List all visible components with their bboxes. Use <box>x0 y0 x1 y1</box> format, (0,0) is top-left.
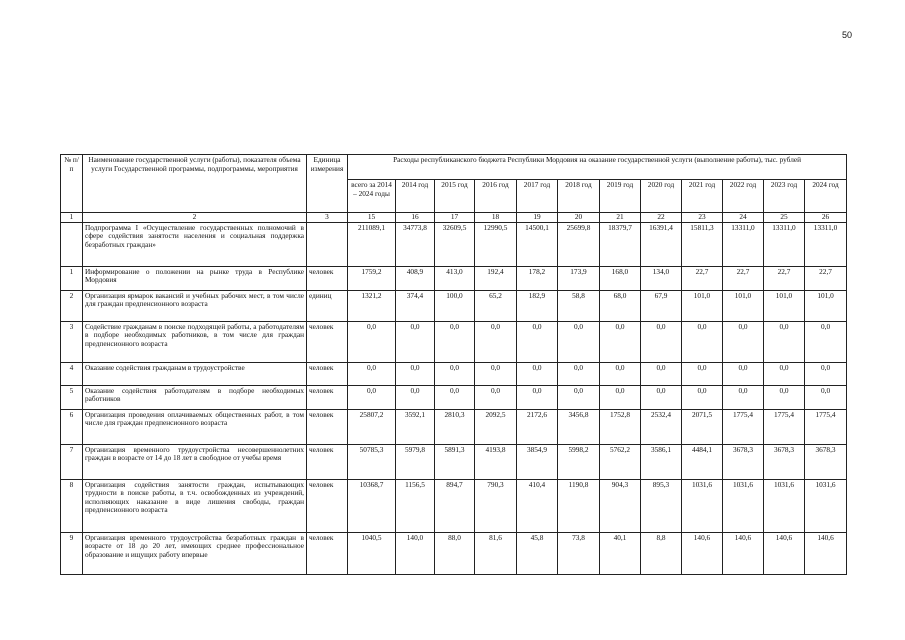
row-year-value: 0,0 <box>435 321 475 362</box>
row-year-value: 0,0 <box>805 385 847 409</box>
header-year: 2015 год <box>435 180 475 213</box>
column-number: 23 <box>682 213 723 223</box>
row-year-value: 101,0 <box>764 290 805 321</box>
row-year-value: 101,0 <box>682 290 723 321</box>
row-year-value: 0,0 <box>723 362 764 385</box>
row-year-value: 3678,3 <box>805 444 847 479</box>
row-total-value: 10368,7 <box>348 479 396 532</box>
row-year-value: 0,0 <box>764 362 805 385</box>
row-year-value: 0,0 <box>805 362 847 385</box>
column-number: 16 <box>396 213 435 223</box>
row-year-value: 2071,5 <box>682 409 723 444</box>
row-year-value: 790,3 <box>475 479 517 532</box>
header-year: 2024 год <box>805 180 847 213</box>
row-total-value: 0,0 <box>348 321 396 362</box>
table-row <box>61 222 847 266</box>
row-unit: человек <box>307 385 348 409</box>
row-name: Организация проведения оплачиваемых общественных работ, в том числе для граждан предпенсионного возраста <box>83 409 307 444</box>
table-row <box>61 321 847 362</box>
row-total-value: 25807,2 <box>348 409 396 444</box>
column-number: 25 <box>764 213 805 223</box>
row-year-value: 0,0 <box>396 321 435 362</box>
row-year-value: 0,0 <box>517 362 558 385</box>
budget-table <box>60 154 847 575</box>
row-year-value: 1031,6 <box>764 479 805 532</box>
row-year-value: 101,0 <box>723 290 764 321</box>
row-number: 7 <box>61 444 83 479</box>
row-unit: человек <box>307 479 348 532</box>
row-year-value: 0,0 <box>558 385 600 409</box>
row-year-value: 374,4 <box>396 290 435 321</box>
row-year-value: 0,0 <box>641 362 682 385</box>
row-year-value: 0,0 <box>682 321 723 362</box>
row-year-value: 0,0 <box>600 385 641 409</box>
row-year-value: 5891,3 <box>435 444 475 479</box>
header-year: 2019 год <box>600 180 641 213</box>
row-year-value: 0,0 <box>805 321 847 362</box>
row-year-value: 894,7 <box>435 479 475 532</box>
column-number: 24 <box>723 213 764 223</box>
row-year-value: 68,0 <box>600 290 641 321</box>
column-number: 18 <box>475 213 517 223</box>
table-row <box>61 444 847 479</box>
header-budget: Расходы республиканского бюджета Республики Мордовия на оказание государственной услуги (выполнение работы), тыс. рублей <box>348 155 847 180</box>
row-year-value: 22,7 <box>723 266 764 290</box>
row-year-value: 0,0 <box>517 385 558 409</box>
row-total-value: 0,0 <box>348 385 396 409</box>
row-year-value: 0,0 <box>558 362 600 385</box>
row-unit: человек <box>307 321 348 362</box>
row-year-value: 4484,1 <box>682 444 723 479</box>
row-year-value: 13311,0 <box>805 222 847 266</box>
column-number: 3 <box>307 213 348 223</box>
row-year-value: 140,0 <box>396 532 435 574</box>
row-year-value: 0,0 <box>558 321 600 362</box>
row-unit: человек <box>307 266 348 290</box>
header-year: 2022 год <box>723 180 764 213</box>
row-year-value: 58,8 <box>558 290 600 321</box>
column-number: 22 <box>641 213 682 223</box>
row-unit: единиц <box>307 290 348 321</box>
row-year-value: 5998,2 <box>558 444 600 479</box>
row-number: 3 <box>61 321 83 362</box>
row-year-value: 8,8 <box>641 532 682 574</box>
row-total-value: 211089,1 <box>348 222 396 266</box>
row-total-value: 1321,2 <box>348 290 396 321</box>
row-year-value: 0,0 <box>475 362 517 385</box>
row-year-value: 2810,3 <box>435 409 475 444</box>
row-year-value: 0,0 <box>475 385 517 409</box>
row-year-value: 0,0 <box>435 362 475 385</box>
row-total-value: 1040,5 <box>348 532 396 574</box>
row-year-value: 0,0 <box>764 385 805 409</box>
column-number: 2 <box>83 213 307 223</box>
row-year-value: 22,7 <box>764 266 805 290</box>
row-name: Содействие гражданам в поиске подходящей работы, а работодателям в подборе необходимых работников, в том числе для граждан предпенсионного возраста <box>83 321 307 362</box>
row-year-value: 13311,0 <box>723 222 764 266</box>
row-total-value: 50785,3 <box>348 444 396 479</box>
column-numbers-row <box>61 213 847 223</box>
row-year-value: 1190,8 <box>558 479 600 532</box>
row-year-value: 0,0 <box>764 321 805 362</box>
row-name: Организация временного трудоустройства несовершеннолетних граждан в возрасте от 14 до 18 лет в свободное от учебы время <box>83 444 307 479</box>
row-name: Оказание содействия работодателям в подборе необходимых работников <box>83 385 307 409</box>
header-name: Наименование государственной услуги (работы), показателя объема услуги Государственной программы, подпрограммы, мероприятия <box>83 155 307 213</box>
row-year-value: 34773,8 <box>396 222 435 266</box>
row-year-value: 18379,7 <box>600 222 641 266</box>
row-year-value: 1031,6 <box>682 479 723 532</box>
row-year-value: 22,7 <box>682 266 723 290</box>
row-year-value: 45,8 <box>517 532 558 574</box>
row-year-value: 15811,3 <box>682 222 723 266</box>
row-number: 8 <box>61 479 83 532</box>
row-year-value: 25699,8 <box>558 222 600 266</box>
row-number: 1 <box>61 266 83 290</box>
row-name: Оказание содействия гражданам в трудоустройстве <box>83 362 307 385</box>
row-year-value: 0,0 <box>396 362 435 385</box>
row-year-value: 0,0 <box>517 321 558 362</box>
row-year-value: 413,0 <box>435 266 475 290</box>
row-total-value: 0,0 <box>348 362 396 385</box>
row-year-value: 1775,4 <box>723 409 764 444</box>
row-year-value: 182,9 <box>517 290 558 321</box>
row-year-value: 67,9 <box>641 290 682 321</box>
row-year-value: 1752,8 <box>600 409 641 444</box>
header-year: 2020 год <box>641 180 682 213</box>
header-year: 2016 год <box>475 180 517 213</box>
row-year-value: 0,0 <box>396 385 435 409</box>
row-year-value: 12990,5 <box>475 222 517 266</box>
row-year-value: 0,0 <box>723 321 764 362</box>
row-year-value: 3592,1 <box>396 409 435 444</box>
row-number: 5 <box>61 385 83 409</box>
row-name: Информирование о положении на рынке труда в Республике Мордовия <box>83 266 307 290</box>
row-number <box>61 222 83 266</box>
table-row <box>61 362 847 385</box>
header-unit: Единица измерения <box>307 155 348 213</box>
column-number: 26 <box>805 213 847 223</box>
row-year-value: 101,0 <box>805 290 847 321</box>
row-year-value: 5762,2 <box>600 444 641 479</box>
header-year: 2021 год <box>682 180 723 213</box>
header-number: № п/п <box>61 155 83 213</box>
row-year-value: 0,0 <box>435 385 475 409</box>
row-year-value: 2172,6 <box>517 409 558 444</box>
row-year-value: 1156,5 <box>396 479 435 532</box>
column-number: 21 <box>600 213 641 223</box>
row-year-value: 2532,4 <box>641 409 682 444</box>
row-year-value: 2092,5 <box>475 409 517 444</box>
row-year-value: 40,1 <box>600 532 641 574</box>
row-year-value: 173,9 <box>558 266 600 290</box>
row-year-value: 81,6 <box>475 532 517 574</box>
row-year-value: 0,0 <box>641 321 682 362</box>
row-year-value: 88,0 <box>435 532 475 574</box>
column-number: 17 <box>435 213 475 223</box>
page-number: 50 <box>842 30 853 40</box>
row-year-value: 410,4 <box>517 479 558 532</box>
column-number: 19 <box>517 213 558 223</box>
row-year-value: 178,2 <box>517 266 558 290</box>
header-year: 2014 год <box>396 180 435 213</box>
row-year-value: 192,4 <box>475 266 517 290</box>
row-year-value: 100,0 <box>435 290 475 321</box>
row-year-value: 1031,6 <box>723 479 764 532</box>
row-year-value: 168,0 <box>600 266 641 290</box>
row-unit: человек <box>307 362 348 385</box>
row-number: 4 <box>61 362 83 385</box>
row-year-value: 4193,8 <box>475 444 517 479</box>
row-year-value: 0,0 <box>600 321 641 362</box>
row-year-value: 14500,1 <box>517 222 558 266</box>
row-year-value: 1031,6 <box>805 479 847 532</box>
table-row <box>61 266 847 290</box>
row-year-value: 3678,3 <box>764 444 805 479</box>
row-name: Организация ярмарок вакансий и учебных рабочих мест, в том числе для граждан предпенсионного возраста <box>83 290 307 321</box>
row-year-value: 140,6 <box>682 532 723 574</box>
row-year-value: 0,0 <box>682 362 723 385</box>
row-name: Организация содействия занятости граждан, испытывающих трудности в поиске работы, в т.ч. освобожденных из учреждений, исполняющих наказание в виде лишения свободы, граждан предпенсионного возраста <box>83 479 307 532</box>
table-row <box>61 479 847 532</box>
row-unit: человек <box>307 532 348 574</box>
row-year-value: 1775,4 <box>764 409 805 444</box>
row-year-value: 0,0 <box>641 385 682 409</box>
row-year-value: 13311,0 <box>764 222 805 266</box>
row-year-value: 5979,8 <box>396 444 435 479</box>
row-year-value: 0,0 <box>723 385 764 409</box>
table-row <box>61 290 847 321</box>
table-row <box>61 385 847 409</box>
row-year-value: 65,2 <box>475 290 517 321</box>
row-year-value: 0,0 <box>682 385 723 409</box>
column-number: 15 <box>348 213 396 223</box>
row-unit <box>307 222 348 266</box>
row-year-value: 1775,4 <box>805 409 847 444</box>
header-year: 2018 год <box>558 180 600 213</box>
row-year-value: 3456,8 <box>558 409 600 444</box>
row-name: Организация временного трудоустройства безработных граждан в возрасте от 18 до 20 лет, имеющих среднее профессиональное образование и ищущих работу впервые <box>83 532 307 574</box>
row-number: 2 <box>61 290 83 321</box>
row-year-value: 134,0 <box>641 266 682 290</box>
row-total-value: 1759,2 <box>348 266 396 290</box>
row-year-value: 32609,5 <box>435 222 475 266</box>
row-unit: человек <box>307 409 348 444</box>
row-year-value: 73,8 <box>558 532 600 574</box>
row-year-value: 140,6 <box>723 532 764 574</box>
table-row <box>61 409 847 444</box>
row-year-value: 0,0 <box>600 362 641 385</box>
row-year-value: 140,6 <box>805 532 847 574</box>
table-row <box>61 532 847 574</box>
row-unit: человек <box>307 444 348 479</box>
header-year: 2023 год <box>764 180 805 213</box>
row-year-value: 22,7 <box>805 266 847 290</box>
row-name: Подпрограмма I «Осуществление государственных полномочий в сфере содействия занятости населения и социальная поддержка безработных граждан» <box>83 222 307 266</box>
header-year: 2017 год <box>517 180 558 213</box>
row-year-value: 3678,3 <box>723 444 764 479</box>
row-year-value: 408,9 <box>396 266 435 290</box>
row-year-value: 16391,4 <box>641 222 682 266</box>
row-number: 9 <box>61 532 83 574</box>
row-year-value: 895,3 <box>641 479 682 532</box>
column-number: 20 <box>558 213 600 223</box>
row-year-value: 3586,1 <box>641 444 682 479</box>
header-total: всего за 2014 – 2024 годы <box>348 180 396 213</box>
row-number: 6 <box>61 409 83 444</box>
row-year-value: 0,0 <box>475 321 517 362</box>
column-number: 1 <box>61 213 83 223</box>
row-year-value: 904,3 <box>600 479 641 532</box>
row-year-value: 140,6 <box>764 532 805 574</box>
row-year-value: 3854,9 <box>517 444 558 479</box>
